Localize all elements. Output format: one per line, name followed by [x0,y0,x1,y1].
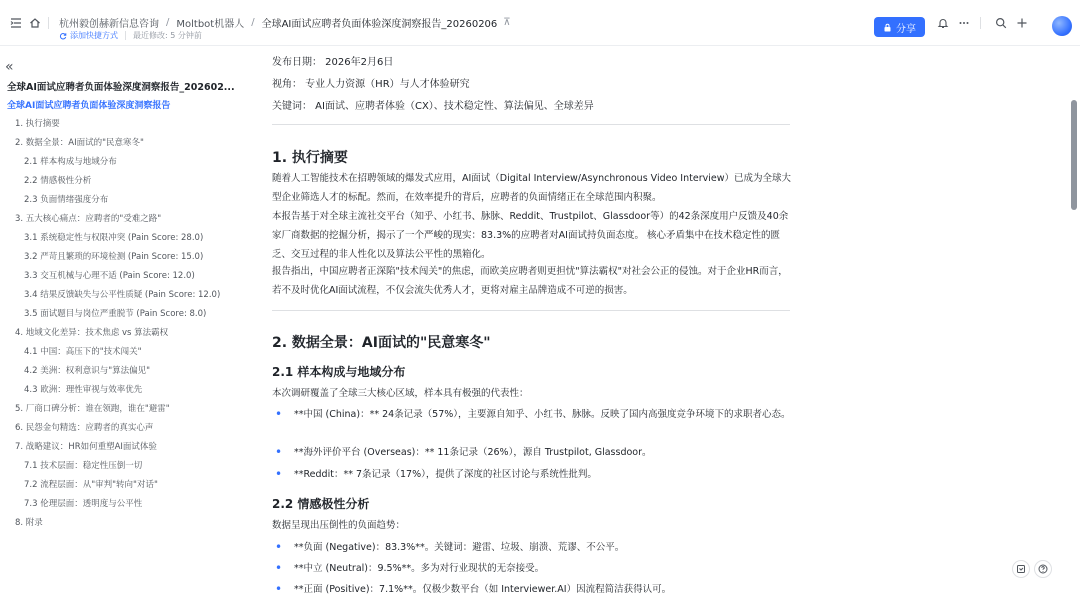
toc-item[interactable]: 3.1 系统稳定性与权限冲突 (Pain Score: 28.0) [24,233,204,243]
menu-icon[interactable] [8,15,24,31]
add-shortcut-link[interactable] [59,30,118,41]
toc-item[interactable]: 4.2 美洲：权利意识与"算法偏见" [24,366,151,376]
breadcrumb-item-workspace[interactable]: 杭州毅创赫新信息咨询 [59,19,159,30]
doc-subline [59,30,202,41]
toc-item[interactable]: 7.1 技术层面：稳定性压倒一切 [24,461,143,471]
toc-item[interactable]: 7.3 伦理层面：透明度与公平性 [24,499,143,509]
list-item: • **中国 (China)：** 24条记录（57%），主要源自知乎、小红书、脉脉。反映了国内高强度竞争环境下的求职者心态。 [272,405,792,424]
paragraph: 本次调研覆盖了全球三大核心区域，样本具有极强的代表性： [272,388,529,399]
help-icon[interactable] [1034,560,1052,578]
toc-item[interactable]: 2.1 样本构成与地域分布 [24,157,117,167]
toc-item[interactable]: 3.4 结果反馈缺失与公平性质疑 (Pain Score: 12.0) [24,290,221,300]
list-item: • **Reddit：** 7条记录（17%），提供了深度的社区讨论与系统性批判。 [272,465,792,484]
share-label: 分享 [896,23,916,35]
toc-item[interactable]: 6. 民怨金句精选：应聘者的真实心声 [15,423,154,433]
breadcrumb-separator: / [251,17,255,28]
scrollbar-thumb[interactable] [1071,100,1077,210]
divider [48,17,49,29]
divider [125,31,126,40]
toc-item[interactable]: 3.2 严苛且繁琐的环境检测 (Pain Score: 15.0) [24,252,204,262]
breadcrumb-separator: / [166,17,170,28]
list-item: • **负面 (Negative)：83.3%**。关键词：避雷、垃圾、崩溃、荒谬、不公平。 [272,538,792,557]
divider [272,310,790,311]
more-icon[interactable] [956,15,972,31]
lock-icon [883,23,892,32]
pin-icon[interactable]: ⊼ [503,17,511,28]
toc-item[interactable]: 2. 数据全景：AI面试的"民意寒冬" [15,138,144,148]
last-modified: 最近修改: 5 分钟前 [133,31,202,40]
toc-item[interactable]: 7.2 流程层面：从"审判"转向"对话" [24,480,158,490]
toc-item-active[interactable]: 全球AI面试应聘者负面体验深度洞察报告 [7,101,171,111]
breadcrumb-item-document[interactable]: 全球AI面试应聘者负面体验深度洞察报告_20260206 [261,19,498,30]
toc-item[interactable]: 3.3 交互机械与心理不适 (Pain Score: 12.0) [24,271,195,281]
add-shortcut-label: 添加快捷方式 [70,31,118,40]
plus-icon[interactable] [1014,15,1030,31]
publish-date: 发布日期： 2026年2月6日 [272,57,394,68]
refresh-icon [59,32,67,40]
toc-item[interactable]: 4.3 欧洲：理性审视与效率优先 [24,385,143,395]
list-item: • **中立 (Neutral)：9.5%**。多为对行业现状的无奈接受。 [272,559,792,578]
subsection-heading: 2.1 样本构成与地域分布 [272,365,406,379]
collapse-sidebar-icon[interactable]: « [5,59,14,75]
toc-item[interactable]: 2.2 情感极性分析 [24,176,92,186]
feedback-icon[interactable] [1012,560,1030,578]
toc-item[interactable]: 4. 地域文化差异：技术焦虑 vs 算法霸权 [15,328,169,338]
list-item: • **正面 (Positive)：7.1%**。仅极少数平台（如 Interviewer.AI）因流程简洁获得认可。 [272,580,792,599]
bell-icon[interactable] [935,15,951,31]
breadcrumb [59,15,511,30]
avatar[interactable] [1052,16,1072,36]
paragraph: 数据呈现出压倒性的负面趋势： [272,520,406,531]
paragraph: 本报告基于对全球主流社交平台（知乎、小红书、脉脉、Reddit、Trustpilot、Glassdoor等）的42条深度用户反馈及40余家厂商数据的挖掘分析，揭示了一个严峻的现实：83.3%的应聘者对AI面试持负面态度。 核心矛盾集中在技术稳定性的匮乏、交互过程的非人性化以及算法公平性的黑箱化。 [272,211,789,260]
home-icon[interactable] [27,15,43,31]
toc-item[interactable]: 5. 厂商口碑分析：谁在领跑，谁在"避雷" [15,404,170,414]
list-item: • **海外评价平台 (Overseas)：** 11条记录（26%），源自 Trustpilot, Glassdoor。 [272,443,792,462]
toc-item[interactable]: 7. 战略建议：HR如何重塑AI面试体验 [15,442,157,452]
perspective: 视角： 专业人力资源（HR）与人才体验研究 [272,79,470,90]
search-icon[interactable] [993,15,1009,31]
toc-item[interactable]: 3.5 面试题目与岗位严重脱节 (Pain Score: 8.0) [24,309,207,319]
toc-item[interactable]: 3. 五大核心痛点：应聘者的"受难之路" [15,214,162,224]
subsection-heading: 2.2 情感极性分析 [272,497,370,511]
section-heading: 2. 数据全景：AI面试的"民意寒冬" [272,335,491,351]
section-heading: 1. 执行摘要 [272,150,348,166]
paragraph: 随着人工智能技术在招聘领域的爆发式应用，AI面试（Digital Interview/Asynchronous Video Interview）已成为全球大型企业筛选人才的标配。然而，在效率提升的背后，应聘者的负面情绪正在全球范围内积聚。 [272,173,791,203]
divider [980,17,981,29]
toc-item[interactable]: 8. 附录 [15,518,43,528]
toc-item[interactable]: 4.1 中国：高压下的"技术闯关" [24,347,142,357]
share-button[interactable] [874,17,925,37]
toc-item[interactable]: 2.3 负面情绪强度分布 [24,195,109,205]
top-bar [0,0,1080,46]
divider [272,124,790,125]
toc-doc-title[interactable]: 全球AI面试应聘者负面体验深度洞察报告_202602... [7,82,235,93]
toc-item[interactable]: 1. 执行摘要 [15,119,60,129]
paragraph: 报告指出，中国应聘者正深陷"技术闯关"的焦虑，而欧美应聘者则更担忧"算法霸权"对社会公正的侵蚀。对于企业HR而言，若不及时优化AI面试流程，不仅会流失优秀人才，更将对雇主品牌造成不可逆的损害。 [272,266,788,296]
breadcrumb-item-folder[interactable]: Moltbot机器人 [176,19,245,30]
keywords: 关键词： AI面试、应聘者体验（CX）、技术稳定性、算法偏见、全球差异 [272,101,594,112]
